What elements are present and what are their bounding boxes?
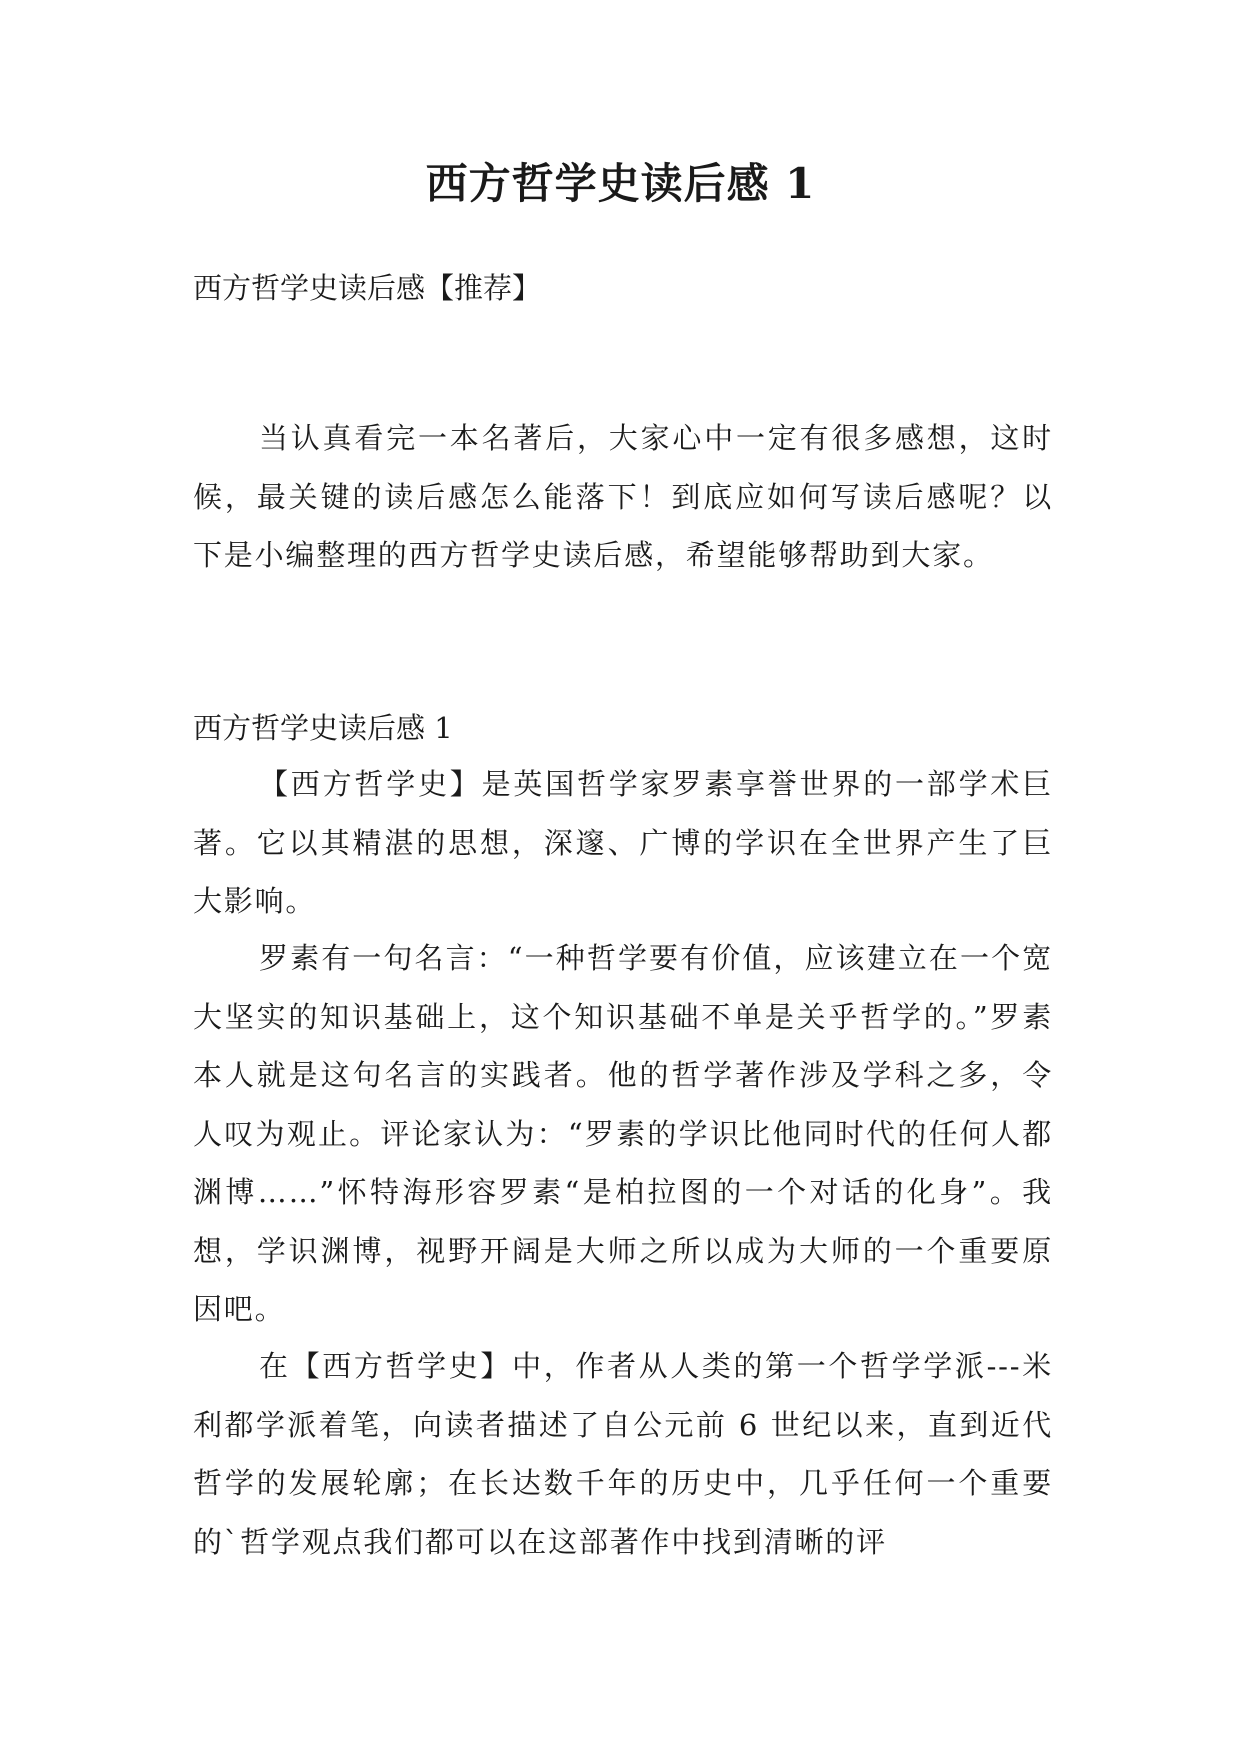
body-paragraph: 罗素有一句名言：“一种哲学要有价值，应该建立在一个宽大坚实的知识基础上，这个知识基础不单是关乎哲学的。”罗素本人就是这句名言的实践者。他的哲学著作涉及学科之多，令人叹为观止。评论家认为：“罗素的学识比他同时代的任何人都渊博……”怀特海形容罗素“是柏拉图的一个对话的化身”。我想，学识渊博，视野开阔是大师之所以成为大师的一个重要原因吧。 [193,941,1053,1326]
body-paragraph: 在【西方哲学史】中，作者从人类的第一个哲学学派---米利都学派着笔，向读者描述了自公元前 6 世纪以来，直到近代哲学的发展轮廓；在长达数千年的历史中，几乎任何一个重要的`哲学观点我们都可以在这部著作中找到清晰的评 [193,1349,1053,1559]
document-subtitle: 西方哲学史读后感【推荐】 [193,271,542,305]
section-heading: 西方哲学史读后感 1 [193,711,453,745]
body-paragraph: 【西方哲学史】是英国哲学家罗素享誉世界的一部学术巨著。它以其精湛的思想，深邃、广博的学识在全世界产生了巨大影响。 [193,767,1053,918]
intro-paragraph: 当认真看完一本名著后，大家心中一定有很多感想，这时候，最关键的读后感怎么能落下！到底应如何写读后感呢？以下是小编整理的西方哲学史读后感，希望能够帮助到大家。 [193,421,1053,572]
document-title: 西方哲学史读后感 1 [425,159,816,208]
